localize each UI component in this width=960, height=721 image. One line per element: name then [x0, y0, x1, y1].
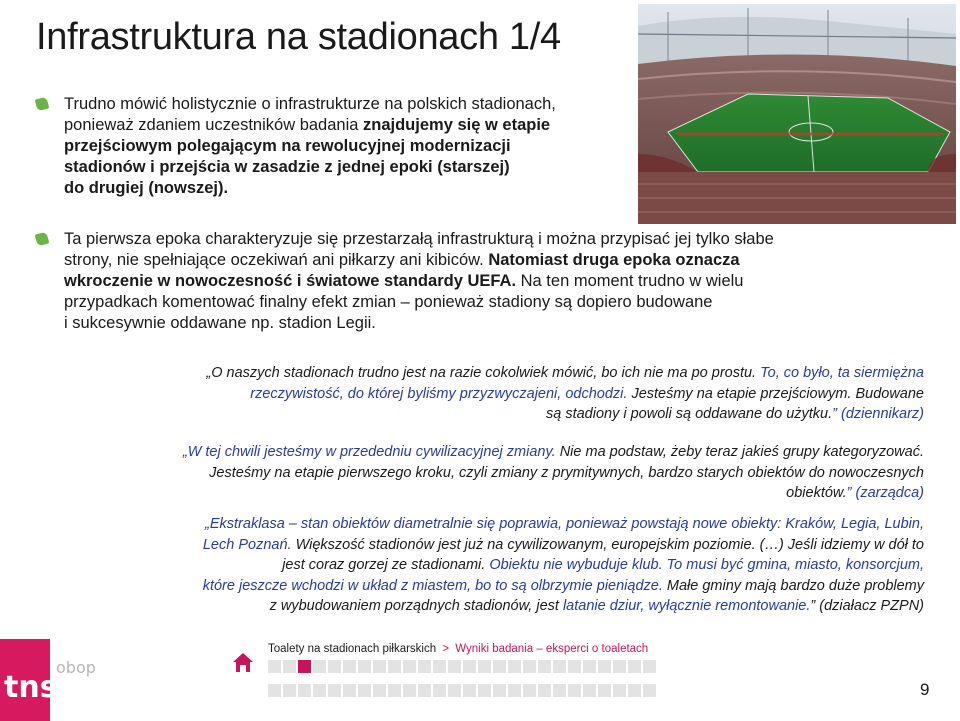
progress-square[interactable]: [628, 660, 641, 673]
progress-square[interactable]: [313, 660, 326, 673]
text-segment: strony, nie spełniające oczekiwań ani piłkarzy ani kibiców.: [64, 251, 489, 269]
bullet-line: [64, 115, 644, 136]
text-segment: Na ten moment trudno w wielu: [516, 272, 744, 290]
quote-segment: Nie ma podstaw, żeby teraz jakieś grupy kategoryzować.: [559, 444, 924, 460]
highlighted-segment: Obiektu nie wybuduje klub. To musi być gmina, miasto, konsorcjum,: [489, 557, 924, 573]
highlighted-segment: które jeszcze wchodzi w układ z miastem, bo to są olbrzymie pieniądze.: [202, 577, 667, 594]
bullet-line: [64, 292, 864, 313]
bullet-line: [64, 229, 864, 250]
quote-line: [183, 483, 924, 504]
quote-segment: obiektów.: [786, 485, 847, 501]
home-icon[interactable]: [232, 651, 254, 673]
progress-square[interactable]: [313, 684, 326, 697]
progress-square[interactable]: [403, 684, 416, 697]
bullet-line: [64, 136, 644, 157]
progress-square[interactable]: [283, 660, 296, 673]
progress-square[interactable]: [358, 684, 371, 697]
text-segment: ponieważ zdaniem uczestników badania: [64, 116, 364, 134]
bold-segment: przejściowym polegającym na rewolucyjnej modernizacji: [64, 137, 511, 155]
progress-square[interactable]: [343, 660, 356, 673]
quote-line: [203, 596, 924, 617]
highlighted-segment: latanie dziur, wyłącznie remontowanie.: [562, 598, 811, 614]
progress-square[interactable]: [418, 684, 431, 697]
quote-line: [206, 363, 924, 384]
quote-segment: Małe gminy mają bardzo duże problemy: [666, 577, 924, 594]
bold-segment: stadionów i przejścia w zasadzie z jednej epoki (starszej): [64, 158, 510, 176]
text-segment: i sukcesywnie oddawane np. stadion Legii.: [64, 314, 376, 332]
progress-square[interactable]: [598, 684, 611, 697]
progress-square[interactable]: [523, 660, 536, 673]
quote-line: [206, 404, 924, 425]
quote-segment: ” (działacz PZPN): [810, 598, 924, 614]
bullet-icon: [35, 232, 50, 247]
progress-square[interactable]: [298, 684, 311, 697]
progress-square[interactable]: [643, 684, 656, 697]
text-segment: przypadkach komentować finalny efekt zmian – ponieważ stadiony są dopiero budowane: [64, 293, 713, 311]
progress-square[interactable]: [538, 660, 551, 673]
quote-line: [203, 555, 924, 576]
quote-line: [203, 576, 924, 597]
progress-square[interactable]: [493, 684, 506, 697]
progress-square[interactable]: [448, 660, 461, 673]
quote-segment: Jesteśmy na etapie pierwszego kroku, czyli zmiany z prymitywnych, bardzo starych obiektów do nowoczesnych: [209, 464, 924, 481]
quote-line: [183, 442, 924, 463]
quote-segment: Większość stadionów jest już na cywilizowanym, europejskim poziomie. (…) Jeśli idziemy w dół to: [295, 536, 924, 553]
progress-square[interactable]: [568, 660, 581, 673]
breadcrumb-separator: >: [442, 643, 450, 655]
progress-square[interactable]: [463, 660, 476, 673]
highlighted-segment: To, co było, ta siermiężna: [760, 365, 924, 381]
progress-square[interactable]: [283, 684, 296, 697]
breadcrumb: [268, 643, 648, 655]
quote-segment: jest coraz gorzej ze stadionami.: [282, 557, 490, 573]
progress-square[interactable]: [643, 660, 656, 673]
progress-square[interactable]: [613, 684, 626, 697]
bold-segment: Natomiast druga epoka oznacza: [488, 251, 740, 269]
quote-segment: „O naszych stadionach trudno jest na razie cokolwiek mówić, bo ich nie ma po prostu.: [206, 365, 761, 381]
progress-square[interactable]: [478, 684, 491, 697]
progress-square[interactable]: [628, 684, 641, 697]
progress-square[interactable]: [493, 660, 506, 673]
bullet-text: [64, 94, 644, 199]
stadium-photo: [638, 4, 956, 224]
page-number: 9: [920, 680, 930, 699]
progress-square[interactable]: [463, 684, 476, 697]
progress-row-1: [268, 660, 656, 673]
highlighted-segment: „W tej chwili jesteśmy w przededniu cywilizacyjnej zmiany.: [182, 444, 560, 460]
progress-square[interactable]: [373, 660, 386, 673]
bold-segment: wkroczenie w nowoczesność i światowe standardy UEFA.: [64, 272, 517, 290]
progress-square[interactable]: [598, 660, 611, 673]
progress-square[interactable]: [268, 660, 281, 673]
progress-square[interactable]: [538, 684, 551, 697]
quote-segment: są stadiony i powoli są oddawane do użytku.: [545, 406, 833, 422]
bullet-line: [64, 313, 864, 334]
bold-segment: do drugiej (nowszej).: [64, 179, 229, 197]
highlighted-segment: „Ekstraklasa – stan obiektów diametralnie się poprawia, ponieważ powstają nowe obiekty: Kraków, Legia, Lubin,: [205, 516, 924, 532]
bullet-icon: [35, 97, 50, 112]
highlighted-segment: rzeczywistość, do której byliśmy przyzwyczajeni, odchodzi.: [250, 385, 632, 402]
progress-square[interactable]: [508, 684, 521, 697]
quote-line: [183, 463, 924, 484]
bold-segment: znajdujemy się w etapie: [363, 116, 551, 134]
highlighted-segment: ” (zarządca): [846, 485, 924, 501]
progress-row-2: [268, 684, 656, 697]
expert-quote-1: [206, 363, 924, 425]
quote-segment: Jesteśmy na etapie przejściowym. Budowane: [631, 385, 924, 402]
progress-square[interactable]: [358, 660, 371, 673]
progress-square[interactable]: [478, 660, 491, 673]
bullet-line: [64, 94, 644, 115]
highlighted-segment: Lech Poznań.: [202, 536, 296, 553]
progress-square[interactable]: [553, 684, 566, 697]
progress-square[interactable]: [388, 660, 401, 673]
logo-sub: obop: [56, 658, 96, 677]
progress-square[interactable]: [583, 684, 596, 697]
progress-square[interactable]: [433, 684, 446, 697]
progress-square[interactable]: [268, 684, 281, 697]
text-segment: Trudno mówić holistycznie o infrastrukturze na polskich stadionach,: [64, 95, 556, 113]
quote-line: [206, 384, 924, 405]
quote-line: [203, 535, 924, 556]
progress-square[interactable]: [583, 660, 596, 673]
bullet-line: [64, 178, 644, 199]
quote-line: [203, 514, 924, 535]
progress-square[interactable]: [328, 660, 341, 673]
progress-square[interactable]: [343, 684, 356, 697]
tns-obop-logo: [0, 627, 100, 721]
logo-text: tns: [4, 670, 58, 705]
bullet-line: [64, 271, 864, 292]
progress-square[interactable]: [403, 660, 416, 673]
bullet-line: [64, 250, 864, 271]
bullet-line: [64, 157, 644, 178]
highlighted-segment: ” (dziennikarz): [832, 406, 924, 422]
expert-quote-2: [183, 442, 924, 504]
progress-square[interactable]: [613, 660, 626, 673]
slide-title: Infrastruktura na stadionach 1/4: [36, 16, 561, 58]
progress-square[interactable]: [418, 660, 431, 673]
breadcrumb-section[interactable]: Toalety na stadionach piłkarskich: [268, 643, 437, 655]
expert-quote-3: [203, 514, 924, 617]
progress-square[interactable]: [433, 660, 446, 673]
bullet-text: [64, 229, 864, 334]
progress-square[interactable]: [373, 684, 386, 697]
progress-square[interactable]: [388, 684, 401, 697]
progress-square[interactable]: [508, 660, 521, 673]
progress-square[interactable]: [523, 684, 536, 697]
breadcrumb-current[interactable]: Wyniki badania – eksperci o toaletach: [455, 643, 649, 655]
progress-square[interactable]: [553, 660, 566, 673]
progress-square[interactable]: [448, 684, 461, 697]
progress-square-active[interactable]: [298, 660, 311, 673]
quote-segment: z wybudowaniem porządnych stadionów, jest: [269, 598, 563, 614]
text-segment: Ta pierwsza epoka charakteryzuje się przestarzałą infrastrukturą i można przypisać jej tylko słabe: [64, 230, 774, 248]
progress-square[interactable]: [568, 684, 581, 697]
progress-square[interactable]: [328, 684, 341, 697]
